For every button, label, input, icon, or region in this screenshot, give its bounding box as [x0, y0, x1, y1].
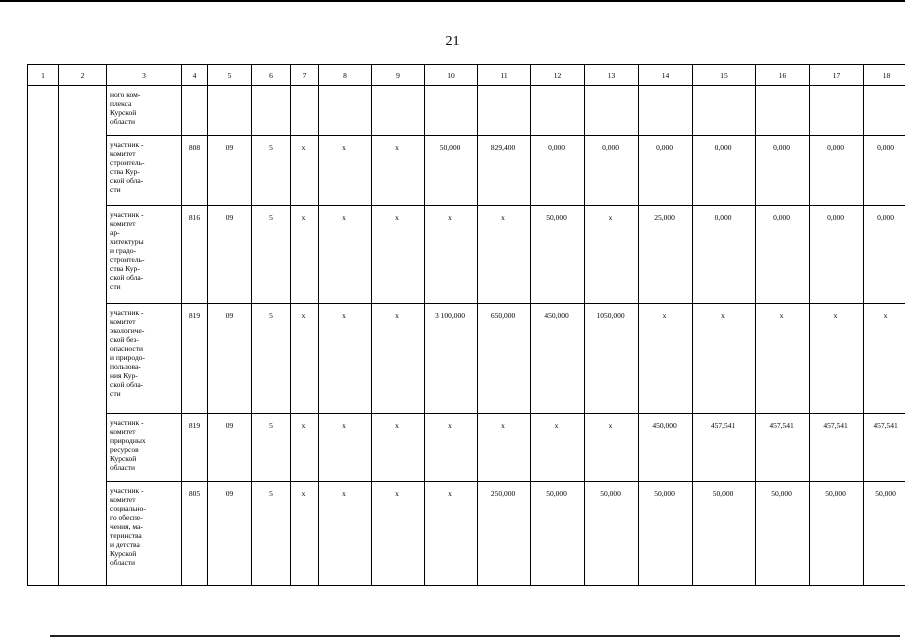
value-cell: x: [425, 206, 478, 304]
name-line: природных: [110, 436, 146, 445]
value-cell: 50,000: [585, 482, 639, 586]
value-cell: [291, 86, 319, 136]
value-cell: [639, 86, 693, 136]
value-cell: 5: [252, 414, 291, 482]
value-cell: 816: [182, 206, 208, 304]
budget-table: [27, 64, 905, 586]
value-cell: 0,000: [693, 206, 756, 304]
name-line: области: [110, 117, 136, 126]
value-cell: [425, 86, 478, 136]
name-line: ской обла-: [110, 176, 144, 185]
value-cell: [478, 86, 531, 136]
value-cell: 0,000: [864, 136, 905, 206]
participant-name-cell: [107, 136, 182, 206]
value-cell: 5: [252, 482, 291, 586]
value-cell: 50,000: [639, 482, 693, 586]
header-cell: 16: [756, 65, 810, 86]
name-line: социально-: [110, 504, 146, 513]
value-cell: x: [319, 482, 372, 586]
value-cell: 0,000: [531, 136, 585, 206]
name-line: и детства: [110, 540, 140, 549]
value-cell: 0,000: [639, 136, 693, 206]
name-line: чения, ма-: [110, 522, 143, 531]
value-cell: [756, 86, 810, 136]
value-cell: 819: [182, 304, 208, 414]
value-cell: 450,000: [639, 414, 693, 482]
value-cell: 0,000: [810, 136, 864, 206]
value-cell: 5: [252, 304, 291, 414]
value-cell: x: [585, 414, 639, 482]
value-cell: 457,541: [693, 414, 756, 482]
value-cell: x: [319, 414, 372, 482]
name-line: и градо-: [110, 246, 137, 255]
table-row: [28, 206, 905, 304]
value-cell: x: [372, 136, 425, 206]
value-cell: 09: [208, 304, 252, 414]
name-line: участник -: [110, 140, 144, 149]
table-row: [28, 482, 905, 586]
value-cell: x: [319, 136, 372, 206]
name-line: комитет: [110, 427, 136, 436]
value-cell: 25,000: [639, 206, 693, 304]
value-cell: 50,000: [531, 206, 585, 304]
header-cell: 1: [28, 65, 59, 86]
table-row: [28, 86, 905, 136]
value-cell: 450,000: [531, 304, 585, 414]
value-cell: x: [693, 304, 756, 414]
name-line: опасности: [110, 344, 143, 353]
value-cell: x: [291, 482, 319, 586]
name-line: ства Кур-: [110, 264, 140, 273]
header-cell: 7: [291, 65, 319, 86]
table-row: [28, 304, 905, 414]
name-line: комитет: [110, 495, 136, 504]
value-cell: 0,000: [585, 136, 639, 206]
header-cell: 11: [478, 65, 531, 86]
value-cell: 250,000: [478, 482, 531, 586]
value-cell: [372, 86, 425, 136]
name-line: Курской: [110, 549, 137, 558]
value-cell: x: [425, 414, 478, 482]
value-cell: 819: [182, 414, 208, 482]
participant-name-cell: [107, 482, 182, 586]
name-line: строитель-: [110, 158, 145, 167]
value-cell: 457,541: [810, 414, 864, 482]
col2-merged-cell: [59, 86, 107, 586]
header-cell: 4: [182, 65, 208, 86]
name-line: го обеспе-: [110, 513, 143, 522]
name-line: строитель-: [110, 255, 145, 264]
name-line: Курской: [110, 454, 137, 463]
header-cell: 6: [252, 65, 291, 86]
value-cell: 50,000: [864, 482, 905, 586]
value-cell: [585, 86, 639, 136]
value-cell: x: [291, 206, 319, 304]
value-cell: 805: [182, 482, 208, 586]
table-row: [28, 136, 905, 206]
name-line: плекса: [110, 99, 132, 108]
name-line: участник -: [110, 308, 144, 317]
value-cell: [810, 86, 864, 136]
value-cell: x: [864, 304, 905, 414]
participant-name-cell: [107, 86, 182, 136]
name-line: ния Кур-: [110, 371, 138, 380]
value-cell: 0,000: [756, 206, 810, 304]
name-line: ар-: [110, 228, 120, 237]
header-cell: 3: [107, 65, 182, 86]
name-line: и природо-: [110, 353, 146, 362]
table-row: [28, 414, 905, 482]
name-line: пользова-: [110, 362, 141, 371]
name-line: сти: [110, 282, 121, 291]
value-cell: 0,000: [693, 136, 756, 206]
value-cell: x: [478, 414, 531, 482]
value-cell: 0,000: [810, 206, 864, 304]
value-cell: x: [478, 206, 531, 304]
value-cell: x: [372, 206, 425, 304]
value-cell: x: [425, 482, 478, 586]
value-cell: 50,000: [756, 482, 810, 586]
name-line: области: [110, 558, 136, 567]
header-cell: 13: [585, 65, 639, 86]
header-cell: 18: [864, 65, 905, 86]
value-cell: 0,000: [864, 206, 905, 304]
header-row: [28, 65, 905, 86]
value-cell: x: [291, 136, 319, 206]
value-cell: 650,000: [478, 304, 531, 414]
value-cell: 829,400: [478, 136, 531, 206]
value-cell: x: [372, 482, 425, 586]
header-cell: 15: [693, 65, 756, 86]
name-line: теринства: [110, 531, 142, 540]
table-body: [28, 65, 905, 586]
name-line: ской без-: [110, 335, 139, 344]
name-line: хитектуры: [110, 237, 144, 246]
page-number: 21: [445, 34, 460, 49]
value-cell: 50,000: [531, 482, 585, 586]
value-cell: 50,000: [810, 482, 864, 586]
header-cell: 12: [531, 65, 585, 86]
header-cell: 10: [425, 65, 478, 86]
value-cell: 808: [182, 136, 208, 206]
value-cell: 457,541: [756, 414, 810, 482]
value-cell: 5: [252, 136, 291, 206]
name-line: комитет: [110, 317, 136, 326]
name-line: участник -: [110, 418, 144, 427]
value-cell: x: [810, 304, 864, 414]
value-cell: [182, 86, 208, 136]
name-line: ного ком-: [110, 90, 141, 99]
name-line: экологиче-: [110, 326, 145, 335]
bottom-rule: [50, 635, 900, 637]
value-cell: 5: [252, 206, 291, 304]
value-cell: 09: [208, 206, 252, 304]
name-line: сти: [110, 389, 121, 398]
value-cell: [319, 86, 372, 136]
name-line: участник -: [110, 210, 144, 219]
top-rule: [0, 0, 905, 2]
header-cell: 17: [810, 65, 864, 86]
value-cell: x: [531, 414, 585, 482]
name-line: комитет: [110, 219, 136, 228]
value-cell: x: [319, 206, 372, 304]
participant-name-cell: [107, 414, 182, 482]
name-line: участник -: [110, 486, 144, 495]
name-line: ства Кур-: [110, 167, 140, 176]
value-cell: [252, 86, 291, 136]
value-cell: [208, 86, 252, 136]
value-cell: x: [319, 304, 372, 414]
col1-merged-cell: [28, 86, 59, 586]
value-cell: 09: [208, 482, 252, 586]
value-cell: 50,000: [425, 136, 478, 206]
value-cell: x: [372, 414, 425, 482]
header-cell: 8: [319, 65, 372, 86]
value-cell: [864, 86, 905, 136]
header-cell: 2: [59, 65, 107, 86]
value-cell: 1050,000: [585, 304, 639, 414]
name-line: сти: [110, 185, 121, 194]
value-cell: x: [585, 206, 639, 304]
name-line: ресурсов: [110, 445, 139, 454]
participant-name-cell: [107, 304, 182, 414]
value-cell: 09: [208, 414, 252, 482]
header-cell: 9: [372, 65, 425, 86]
value-cell: x: [756, 304, 810, 414]
participant-name-cell: [107, 206, 182, 304]
value-cell: x: [372, 304, 425, 414]
header-cell: 5: [208, 65, 252, 86]
value-cell: 50,000: [693, 482, 756, 586]
name-line: комитет: [110, 149, 136, 158]
value-cell: 0,000: [756, 136, 810, 206]
value-cell: x: [639, 304, 693, 414]
name-line: области: [110, 463, 136, 472]
value-cell: [693, 86, 756, 136]
name-line: ской обла-: [110, 273, 144, 282]
value-cell: x: [291, 304, 319, 414]
name-line: Курской: [110, 108, 137, 117]
value-cell: x: [291, 414, 319, 482]
name-line: ской обла-: [110, 380, 144, 389]
value-cell: [531, 86, 585, 136]
header-cell: 14: [639, 65, 693, 86]
value-cell: 09: [208, 136, 252, 206]
value-cell: 457,541: [864, 414, 905, 482]
value-cell: 3 100,000: [425, 304, 478, 414]
